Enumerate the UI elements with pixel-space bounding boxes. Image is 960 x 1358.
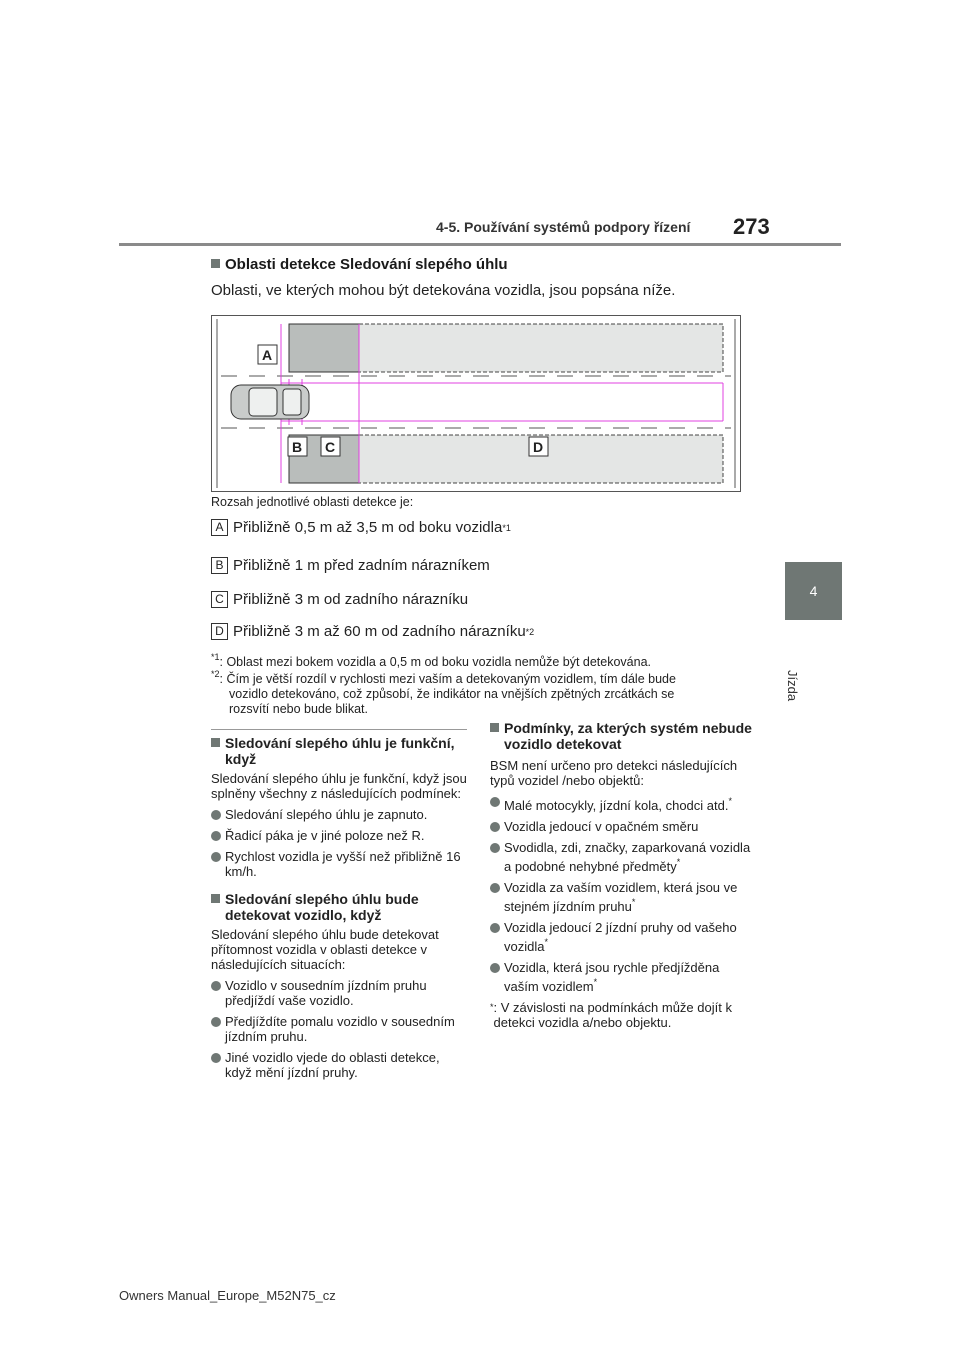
paragraph: Sledování slepého úhlu je funkční, když jsou splněny všechny z následujících podmínek: <box>211 771 467 801</box>
left-column <box>211 735 469 1080</box>
car-icon <box>231 385 309 419</box>
bullet-icon <box>490 797 500 807</box>
bullet-icon <box>490 963 500 973</box>
list-item: Rychlost vozidla je vyšší než přibližně 16 km/h. <box>211 849 469 879</box>
zone-d-top-area <box>359 324 723 372</box>
intro-text: Oblasti, ve kterých mohou být detekována vozidla, jsou popsána níže. <box>211 282 676 299</box>
footnote-2: $^{*2}$: Čím je větší rozdíl v rychlosti mezi vaším a detekovaným vozidlem, tím dále bude vozidlo detekováno, což způsobí, že indikátor na vnějších zpětných zrcátkách se rozsvítí nebo bude blikat. <box>211 669 676 716</box>
paragraph: Sledování slepého úhlu bude detekovat přítomnost vozidla v oblasti detekce v následujících situacích: <box>211 927 439 972</box>
zone-item: C Přibližně 3 m od zadního nárazníku <box>211 591 468 608</box>
column-footnote: * : V závislosti na podmínkách může dojít k detekci vozidla a/nebo objektu. <box>490 1000 732 1030</box>
diagram-caption: Rozsah jednotlivé oblasti detekce je: <box>211 495 414 509</box>
zone-a-area <box>289 324 359 372</box>
list-item: Jiné vozidlo vjede do oblasti detekce, když mění jízdní pruhy. <box>211 1050 469 1080</box>
list-item: Řadicí páka je v jiné poloze než R. <box>211 828 469 843</box>
right-column <box>490 720 752 1030</box>
page-number: 273 <box>733 214 770 239</box>
bullet-icon <box>490 923 500 933</box>
bullet-icon <box>211 1017 221 1027</box>
detection-area-diagram <box>211 315 741 492</box>
list-item: Vozidla jedoucí v opačném směru <box>490 819 752 834</box>
square-bullet-icon <box>490 723 499 732</box>
bullet-icon <box>211 1053 221 1063</box>
list-item: Sledování slepého úhlu je zapnuto. <box>211 807 469 822</box>
list-item: Vozidlo v sousedním jízdním pruhu předjíždí vaše vozidlo. <box>211 978 469 1008</box>
diagram-label-a: A <box>262 347 273 363</box>
bullet-icon <box>490 843 500 853</box>
bullet-icon <box>211 981 221 991</box>
header-divider <box>119 243 841 246</box>
zone-item: B Přibližně 1 m před zadním nárazníkem <box>211 557 490 574</box>
column-divider <box>211 729 467 730</box>
bullet-icon <box>211 810 221 820</box>
chapter-label-container <box>785 630 832 702</box>
list-item: Vozidla jedoucí 2 jízdní pruhy od vašeho vozidla* <box>490 920 752 954</box>
subsection-heading: Podmínky, za kterých systém nebude vozidlo detekovat <box>490 720 752 752</box>
footnote-1: $^{*1}$: Oblast mezi bokem vozidla a 0,5 m od boku vozidla nemůže být detekována. <box>211 652 651 669</box>
section-heading: Oblasti detekce Sledování slepého úhlu <box>211 256 508 273</box>
list-item: Svodidla, zdi, značky, zaparkovaná vozidla a podobné nehybné předměty* <box>490 840 752 874</box>
bullet-icon <box>490 822 500 832</box>
bullet-icon <box>490 883 500 893</box>
list-item: Předjíždíte pomalu vozidlo v sousedním jízdním pruhu. <box>211 1014 469 1044</box>
list-item: Vozidla za vaším vozidlem, která jsou ve stejném jízdním pruhu* <box>490 880 752 914</box>
footer-text: Owners Manual_Europe_M52N75_cz <box>119 1288 336 1303</box>
chapter-tab: 4 <box>785 562 842 620</box>
subsection-heading: Sledování slepého úhlu bude detekovat vozidlo, když <box>211 891 469 923</box>
list-item: Malé motocykly, jízdní kola, chodci atd.* <box>490 794 752 813</box>
list-item: Vozidla, která jsou rychle předjížděna vaším vozidlem* <box>490 960 752 994</box>
square-bullet-icon <box>211 259 220 268</box>
subsection-heading: Sledování slepého úhlu je funkční, když <box>211 735 469 767</box>
zone-item: A Přibližně 0,5 m až 3,5 m od boku vozidla *1 <box>211 519 511 536</box>
square-bullet-icon <box>211 738 220 747</box>
section-title: 4-5. Používání systémů podpory řízení <box>436 219 691 235</box>
diagram-label-b: B <box>292 439 303 455</box>
paragraph: BSM není určeno pro detekci následujících typů vozidel /nebo objektů: <box>490 758 738 788</box>
chapter-label: Jízda <box>785 670 800 702</box>
bullet-icon <box>211 852 221 862</box>
diagram-label-c: C <box>325 439 336 455</box>
diagram-label-d: D <box>533 439 544 455</box>
zone-item: D Přibližně 3 m až 60 m od zadního nárazníku *2 <box>211 623 534 640</box>
square-bullet-icon <box>211 894 220 903</box>
bullet-icon <box>211 831 221 841</box>
